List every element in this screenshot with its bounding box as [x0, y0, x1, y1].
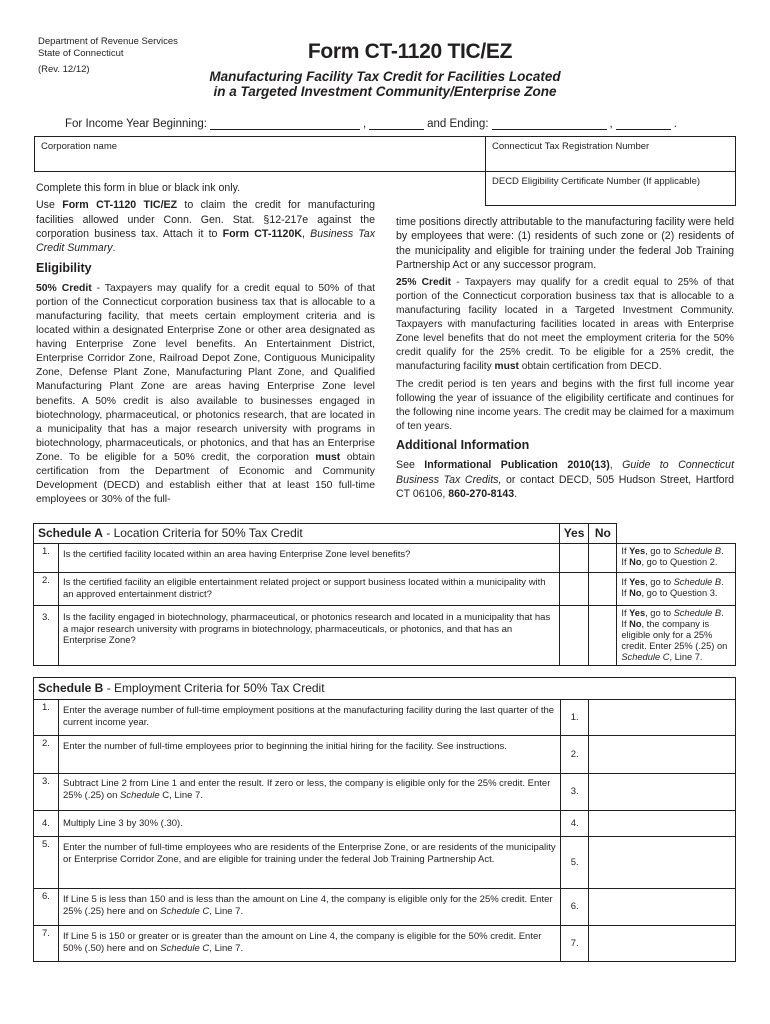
schedule-b-header-row	[34, 678, 736, 700]
schedule-b-title: Schedule B - Employment Criteria for 50% Tax Credit	[34, 678, 736, 700]
schedule-a-table	[33, 523, 736, 666]
line-number: 6.	[34, 889, 59, 926]
question-number: 1.	[34, 544, 59, 573]
continued-paragraph: time positions directly attributable to the manufacturing facility were held by employees that were: (1) residents of such zone or (2) residents of the municipality and eligible for training under the federal Job Training Partnership Act or any successor program.	[396, 216, 734, 271]
yes-checkbox-2[interactable]	[559, 573, 589, 606]
line-text: If Line 5 is 150 or greater or is greater than the amount on Line 4, the company is eligible for the 50% credit. Enter 50% (.50) here and on Schedule C, Line 7.	[58, 926, 560, 962]
schedule-b-row	[34, 926, 736, 962]
intro-paragraph: Use Form CT-1120 TIC/EZ to claim the credit for manufacturing facilities allowed under Conn. Gen. Stat. §12-217e against the corporation business tax. Attach it to Form CT-1120K, Business Tax Credit Summary.	[36, 199, 375, 255]
income-year-ending-field[interactable]	[492, 118, 607, 130]
agency-line-1: Department of Revenue Services	[38, 36, 178, 47]
left-column	[36, 181, 375, 511]
line-label: 3.	[561, 774, 589, 811]
yes-checkbox-3[interactable]	[559, 606, 589, 666]
decd-certificate-label: DECD Eligibility Certificate Number (If applicable)	[492, 176, 701, 187]
income-year-ending-label: and Ending:	[427, 118, 489, 130]
line-label: 7.	[561, 926, 589, 962]
schedule-b-row	[34, 837, 736, 889]
line-label: 2.	[561, 736, 589, 774]
line-number: 5.	[34, 837, 59, 889]
question-number: 2.	[34, 573, 59, 606]
comma: ,	[362, 118, 367, 130]
question-text: Is the certified facility located within an area having Enterprise Zone level benefits?	[58, 544, 559, 573]
line-text: Subtract Line 2 from Line 1 and enter the result. If zero or less, the company is eligible only for the 25% credit. Enter 25% (.25) on Schedule C, Line 7.	[58, 774, 560, 811]
revision-date: (Rev. 12/12)	[38, 64, 90, 75]
schedule-b-row	[34, 811, 736, 837]
schedule-a-row-3	[34, 606, 736, 666]
income-year-line	[65, 118, 677, 130]
no-checkbox-1[interactable]	[589, 544, 617, 573]
line-label: 6.	[561, 889, 589, 926]
schedule-b-row	[34, 736, 736, 774]
line-6-entry[interactable]	[589, 889, 736, 926]
line-label: 5.	[561, 837, 589, 889]
line-number: 1.	[34, 700, 59, 736]
credit-25-paragraph: 25% Credit - Taxpayers may qualify for a credit equal to 25% of that portion of the Connecticut corporation business tax that is allocable to a manufacturing facility located in a Targeted Investment Community. Taxpayers with manufacturing facilities located in areas with Enterprise Zone level benefits that do not meet the employment criteria for the 50% credit qualify for the 25% credit. To be eligible for a 25% credit, the manufacturing facility must obtain certification from DECD.	[396, 277, 734, 373]
subtitle-line-1: Manufacturing Facility Tax Credit for Facilities Located	[209, 69, 561, 84]
line-text: Enter the average number of full-time employment positions at the manufacturing facility during the last quarter of the current income year.	[58, 700, 560, 736]
form-title: Form CT-1120 TIC/EZ	[307, 40, 513, 63]
schedule-a-header-row	[34, 524, 736, 544]
yes-checkbox-1[interactable]	[559, 544, 589, 573]
line-text: Multiply Line 3 by 30% (.30).	[58, 811, 560, 837]
answer-instructions-2: If Yes, go to Schedule B. If No, go to Question 3.	[617, 573, 736, 606]
right-column	[396, 215, 734, 505]
question-number: 3.	[34, 606, 59, 666]
eligibility-heading: Eligibility	[36, 261, 92, 276]
no-checkbox-3[interactable]	[589, 606, 617, 666]
ct-tax-registration-label: Connecticut Tax Registration Number	[492, 141, 650, 152]
schedule-b-row	[34, 774, 736, 811]
additional-info-heading: Additional Information	[396, 438, 530, 453]
line-2-entry[interactable]	[589, 736, 736, 774]
schedule-b-row	[34, 889, 736, 926]
ct-tax-registration-field[interactable]	[485, 136, 736, 172]
income-year-beginning-field[interactable]	[210, 118, 360, 130]
form-subtitle	[185, 69, 585, 99]
answer-instructions-3: If Yes, go to Schedule B. If No, the company is eligible only for a 25% credit. Enter 25% (.25) on Schedule C, Line 7.	[617, 606, 736, 666]
credit-period-paragraph: The credit period is ten years and begins with the first full income year following the year of issuance of the eligibility certificate and continues for the following nine income years. The credit may be claimed for a maximum of ten years.	[396, 379, 734, 433]
schedule-a-title: Schedule A - Location Criteria for 50% Tax Credit	[34, 524, 560, 544]
ink-note: Complete this form in blue or black ink only.	[36, 182, 241, 194]
credit-50-paragraph: 50% Credit - Taxpayers may qualify for a credit equal to 50% of that portion of the Connecticut corporation business tax that is allocable to a manufacturing facility, that meets certain employment criteria and is located within a designated Enterprise Zone or other area designated as having Enterprise Zone level benefits. An Entertainment District, Enterprise Corridor Zone, Railroad Depot Zone, Contiguous Municipality Zone, Defense Plant Zone, Manufacturing Plant Zone, and Qualified Manufacturing Plant Zone are areas having Enterprise Zone level benefits. A 50% credit is also available to businesses engaged in biotechnology, pharmaceutical, or photonics research, that are located in a municipality that has a major research university with programs in biotechnology, pharmaceuticals, or photonics, and that has an Enterprise Zone. To be eligible for a 50% credit, the corporation must obtain certification from the Department of Economic and Community Development (DECD) and establish either that at least 150 full-time employees or 30% of the full-	[36, 282, 375, 506]
corporation-name-label: Corporation name	[41, 141, 118, 152]
period: .	[673, 118, 677, 130]
line-number: 2.	[34, 736, 59, 774]
comma: ,	[609, 118, 613, 130]
question-text: Is the certified facility an eligible entertainment related project or support business located within a municipality with an approved entertainment district?	[58, 573, 559, 606]
income-year-beginning-label: For Income Year Beginning:	[65, 118, 207, 130]
line-7-entry[interactable]	[589, 926, 736, 962]
answer-instructions-1: If Yes, go to Schedule B. If No, go to Question 2.	[617, 544, 736, 573]
no-checkbox-2[interactable]	[589, 573, 617, 606]
line-label: 1.	[561, 700, 589, 736]
line-text: Enter the number of full-time employees who are residents of the Enterprise Zone, or are residents of the municipality or Enterprise Corridor Zone, and are eligible for training under the federal Job Training Partnership Act.	[58, 837, 560, 889]
agency-line-2: State of Connecticut	[38, 48, 124, 59]
line-5-entry[interactable]	[589, 837, 736, 889]
corporation-name-field[interactable]	[34, 136, 486, 172]
line-number: 7.	[34, 926, 59, 962]
additional-info-paragraph: See Informational Publication 2010(13), Guide to Connecticut Business Tax Credits, or contact DECD, 505 Hudson Street, Hartford CT 06106, 860-270-8143.	[396, 459, 735, 501]
line-1-entry[interactable]	[589, 700, 736, 736]
decd-certificate-field[interactable]	[485, 171, 736, 206]
income-year-ending-year-field[interactable]	[616, 118, 671, 130]
schedule-b-row	[34, 700, 736, 736]
yes-column-header: Yes	[559, 524, 589, 544]
line-text: If Line 5 is less than 150 and is less than the amount on Line 4, the company is eligible only for the 25% credit. Enter 25% (.25) here and on Schedule C, Line 7.	[58, 889, 560, 926]
no-column-header: No	[589, 524, 617, 544]
line-label: 4.	[561, 811, 589, 837]
schedule-a-row-1	[34, 544, 736, 573]
line-text: Enter the number of full-time employees prior to beginning the initial hiring for the facility. See instructions.	[58, 736, 560, 774]
income-year-beginning-year-field[interactable]	[369, 118, 424, 130]
line-number: 4.	[34, 811, 59, 837]
subtitle-line-2: in a Targeted Investment Community/Enterprise Zone	[213, 84, 557, 99]
line-number: 3.	[34, 774, 59, 811]
line-4-entry[interactable]	[589, 811, 736, 837]
line-3-entry[interactable]	[589, 774, 736, 811]
schedule-b-table	[33, 677, 736, 962]
question-text: Is the facility engaged in biotechnology, pharmaceutical, or photonics research and located in a municipality that has a major research university with programs in biotechnology, pharmaceuticals, or photonics, and that has an Enterprise Zone?	[58, 606, 559, 666]
schedule-a-row-2	[34, 573, 736, 606]
